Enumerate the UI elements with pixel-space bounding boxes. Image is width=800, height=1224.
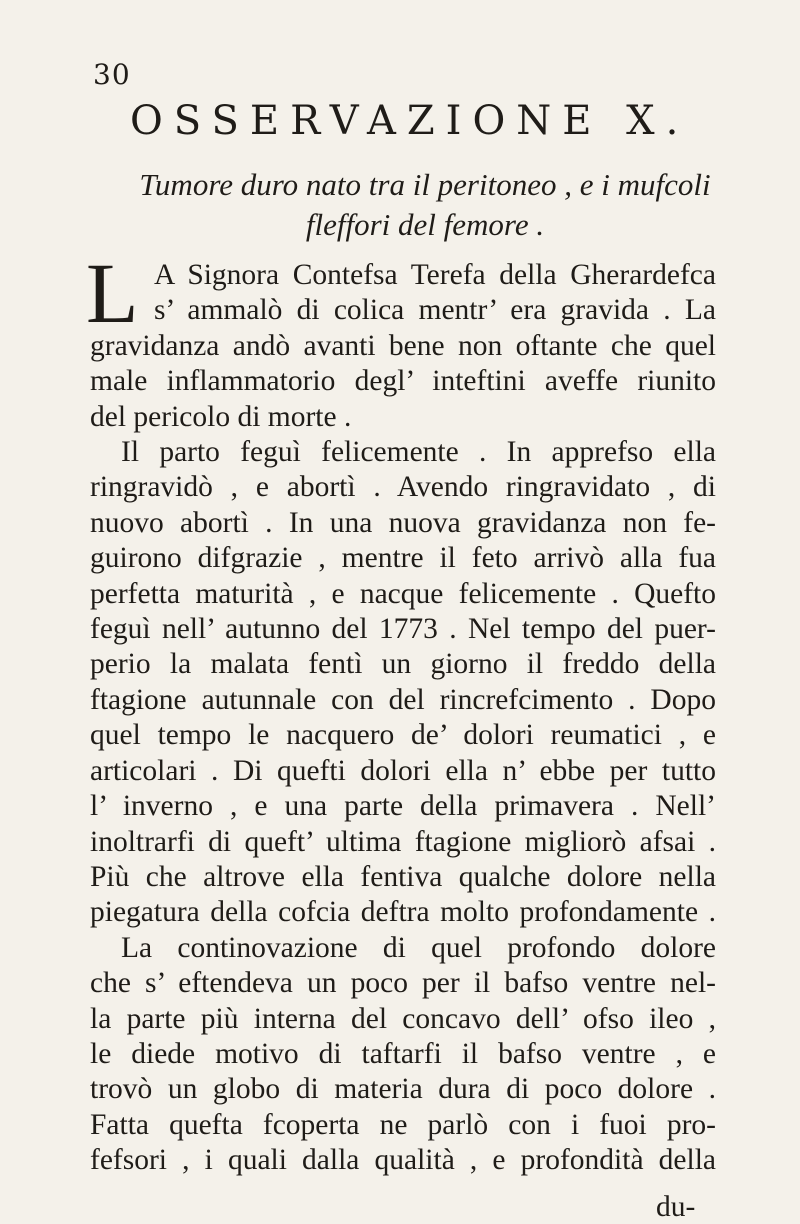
text-line: male inflammatorio degl’ inteftini aveffe riunito	[90, 365, 716, 398]
text-line: A Signora Contefsa Terefa della Gherardefca	[154, 259, 716, 291]
text-line: inoltrarfi di queft’ ultima ftagione migliorò afsai .	[90, 825, 716, 858]
subtitle-line: Tumore duro nato tra il peritoneo , e i mufcoli	[139, 167, 711, 202]
text-line: la parte più interna del concavo dell’ ofso ileo ,	[90, 1002, 716, 1035]
text-line: nuovo abortì . In una nuova gravidanza non fe-	[90, 506, 716, 539]
text-line: s’ ammalò di colica mentr’ era gravida . La	[154, 294, 716, 327]
drop-cap: L	[86, 245, 139, 341]
text-line: le diede motivo di taftarfi il bafso ventre , e	[90, 1037, 716, 1070]
text-line: del pericolo di morte .	[90, 400, 352, 433]
text-line: Più che altrove ella fentiva qualche dolore nella	[90, 860, 716, 893]
text-line: La continovazione di quel profondo dolore	[121, 931, 716, 964]
opening-paragraph-start	[86, 245, 716, 341]
text-line: guirono difgrazie , mentre il feto arrivò alla fua	[90, 542, 716, 575]
text-line: Il parto feguì felicemente . In apprefso ella	[121, 436, 716, 469]
text-line: l’ inverno , e una parte della primavera . Nell’	[90, 790, 716, 823]
subtitle-line: fleffori del femore .	[305, 207, 545, 242]
chapter-title: OSSERVAZIONE X.	[130, 98, 690, 144]
text-line: che s’ eftendeva un poco per il bafso ventre nel-	[90, 967, 716, 1000]
text-line: feguì nell’ autunno del 1773 . Nel tempo del puer-	[90, 613, 716, 646]
text-line: Fatta quefta fcoperta ne parlò con i fuoi pro-	[90, 1108, 716, 1141]
text-line: ftagione autunnale con del rincrefcimento . Dopo	[90, 683, 716, 716]
text-line: perfetta maturità , e nacque felicemente . Quefto	[90, 577, 716, 610]
text-line: articolari . Di quefti dolori ella n’ ebbe per tutto	[90, 754, 716, 787]
text-line: trovò un globo di materia dura di poco dolore .	[90, 1073, 716, 1106]
text-line: perio la malata fentì un giorno il freddo della	[90, 648, 716, 681]
text-line: ringravidò , e abortì . Avendo ringravidato , di	[90, 471, 716, 504]
subtitle	[120, 165, 730, 245]
page-number: 30	[93, 58, 131, 91]
text-line: piegatura della cofcia deftra molto profondamente .	[90, 896, 716, 929]
text-line: fefsori , i quali dalla qualità , e profondità della	[90, 1144, 716, 1177]
body-text	[86, 245, 716, 1179]
text-line: gravidanza andò avanti bene non oftante che quel	[90, 329, 716, 362]
text-line: quel tempo le nacquero de’ dolori reumatici , e	[90, 719, 716, 752]
catchword: du-	[656, 1191, 696, 1223]
